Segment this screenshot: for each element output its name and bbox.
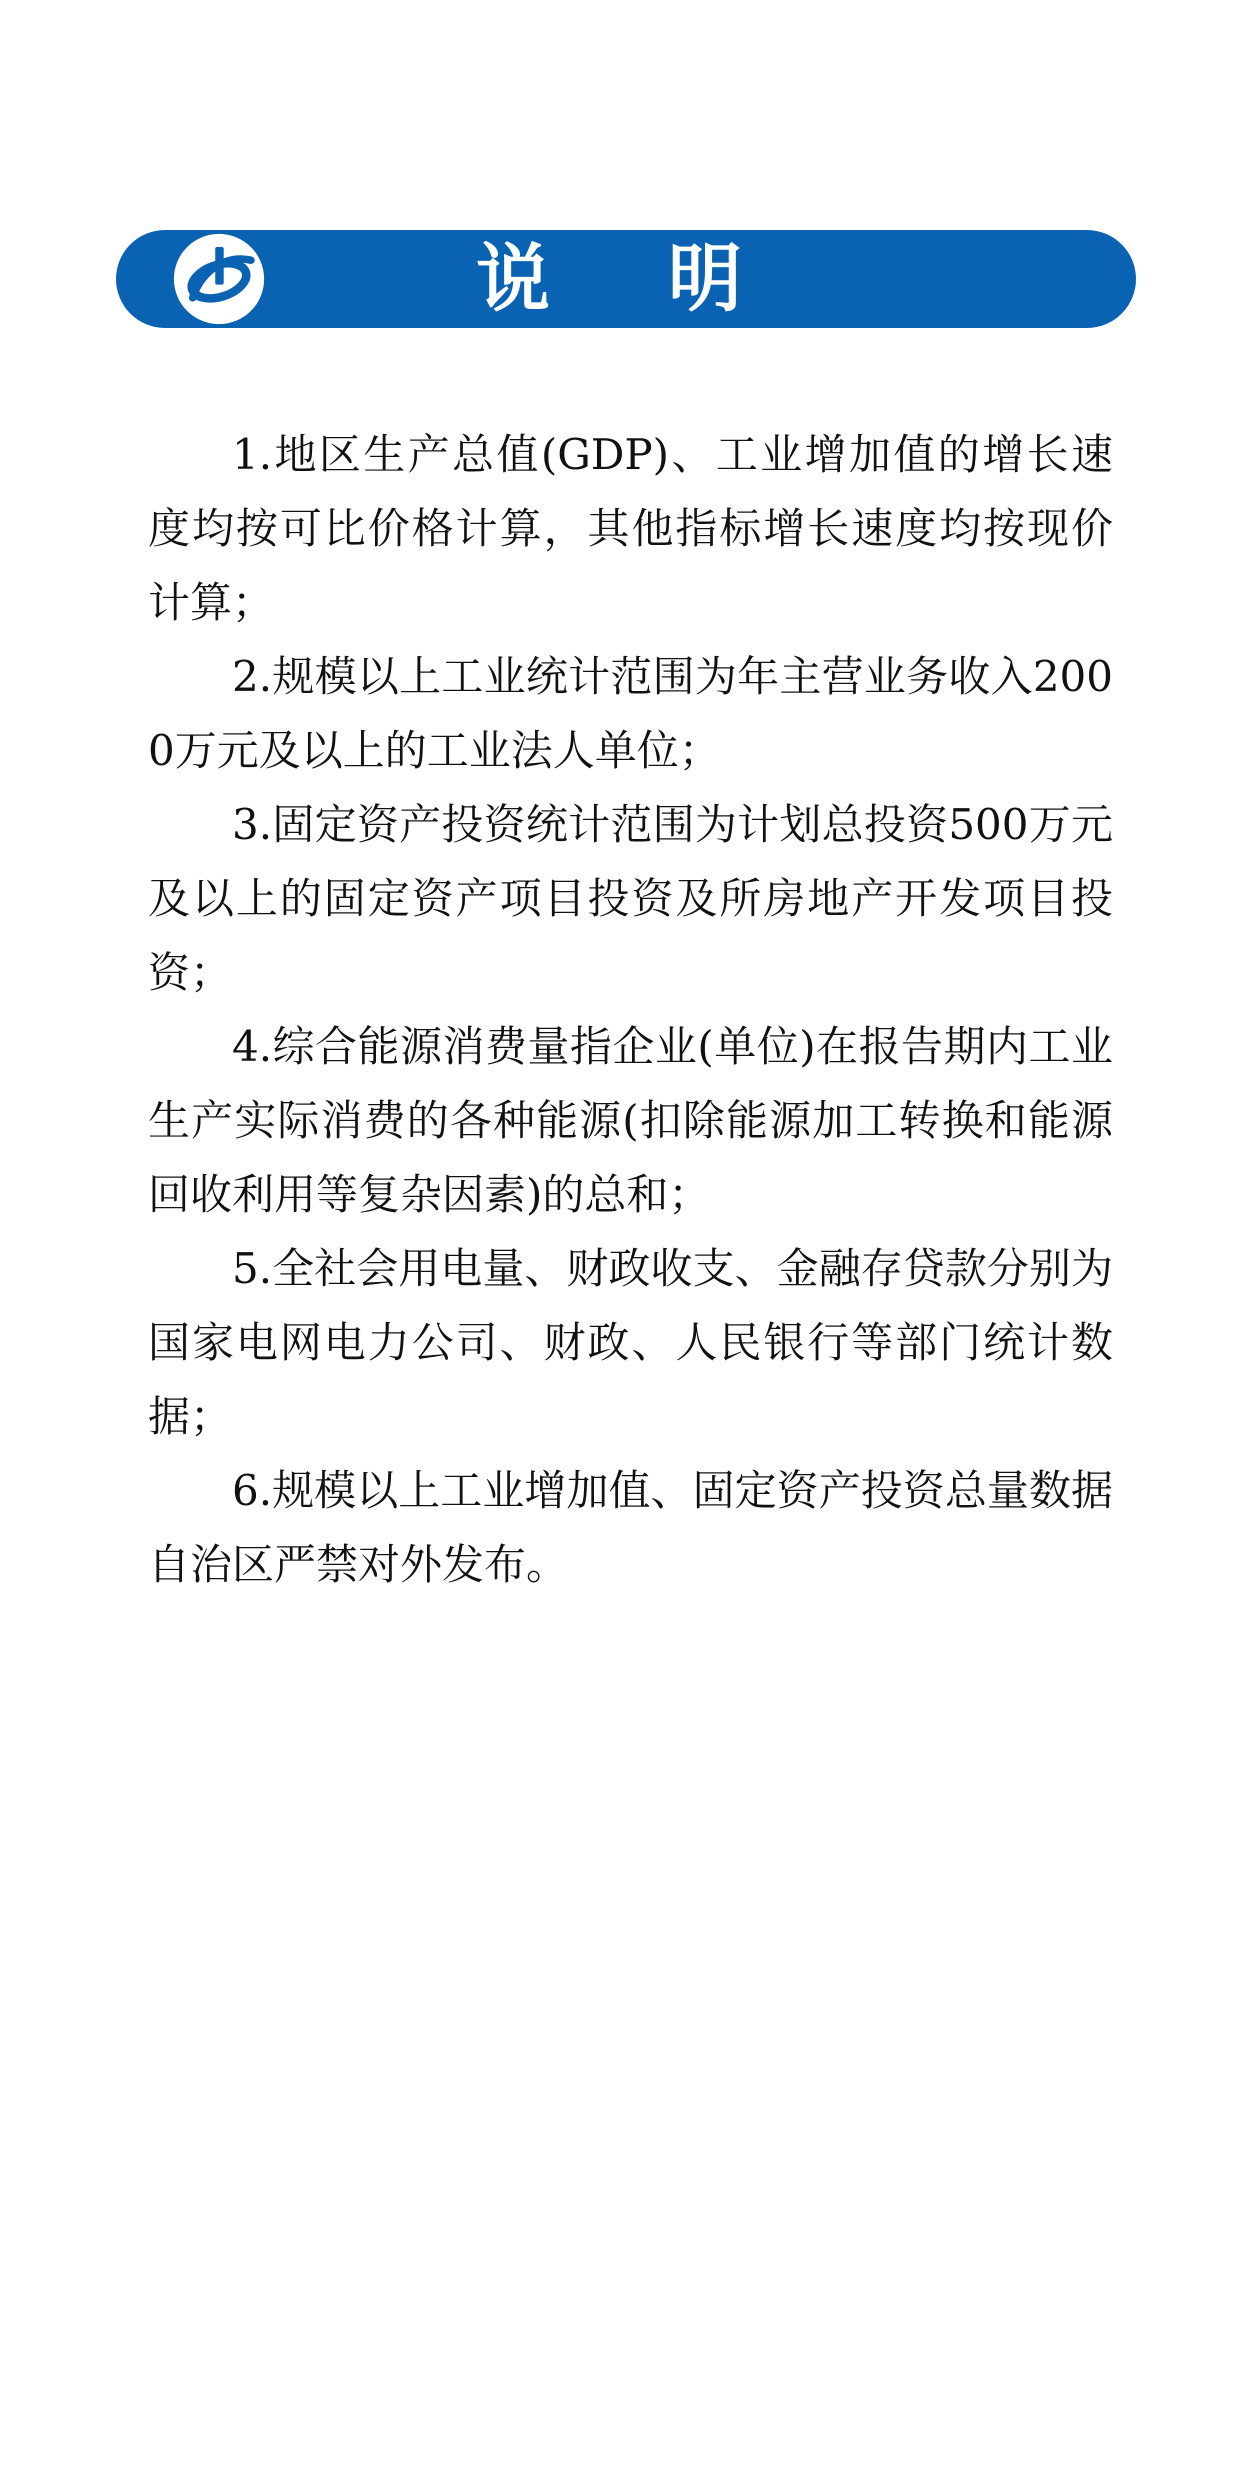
- page-title: 说明: [476, 236, 860, 322]
- notes-list: [148, 418, 1113, 1602]
- note-item-5: 5.全社会用电量、财政收支、金融存贷款分别为国家电网电力公司、财政、人民银行等部门统计数据；: [148, 1244, 1113, 1441]
- emblem-logo-icon: [172, 232, 266, 326]
- note-item-4: 4.综合能源消费量指企业(单位)在报告期内工业生产实际消费的各种能源(扣除能源加工转换和能源回收利用等复杂因素)的总和；: [148, 1022, 1113, 1219]
- note-item-6: 6.规模以上工业增加值、固定资产投资总量数据自治区严禁对外发布。: [148, 1466, 1113, 1589]
- note-item-3: 3.固定资产投资统计范围为计划总投资500万元及以上的固定资产项目投资及所房地产开发项目投资；: [148, 800, 1113, 997]
- note-item-2: 2.规模以上工业统计范围为年主营业务收入2000万元及以上的工业法人单位；: [148, 652, 1113, 775]
- title-banner: [116, 230, 1136, 328]
- note-item-1: 1.地区生产总值(GDP)、工业增加值的增长速度均按可比价格计算，其他指标增长速度均按现价计算；: [148, 430, 1113, 627]
